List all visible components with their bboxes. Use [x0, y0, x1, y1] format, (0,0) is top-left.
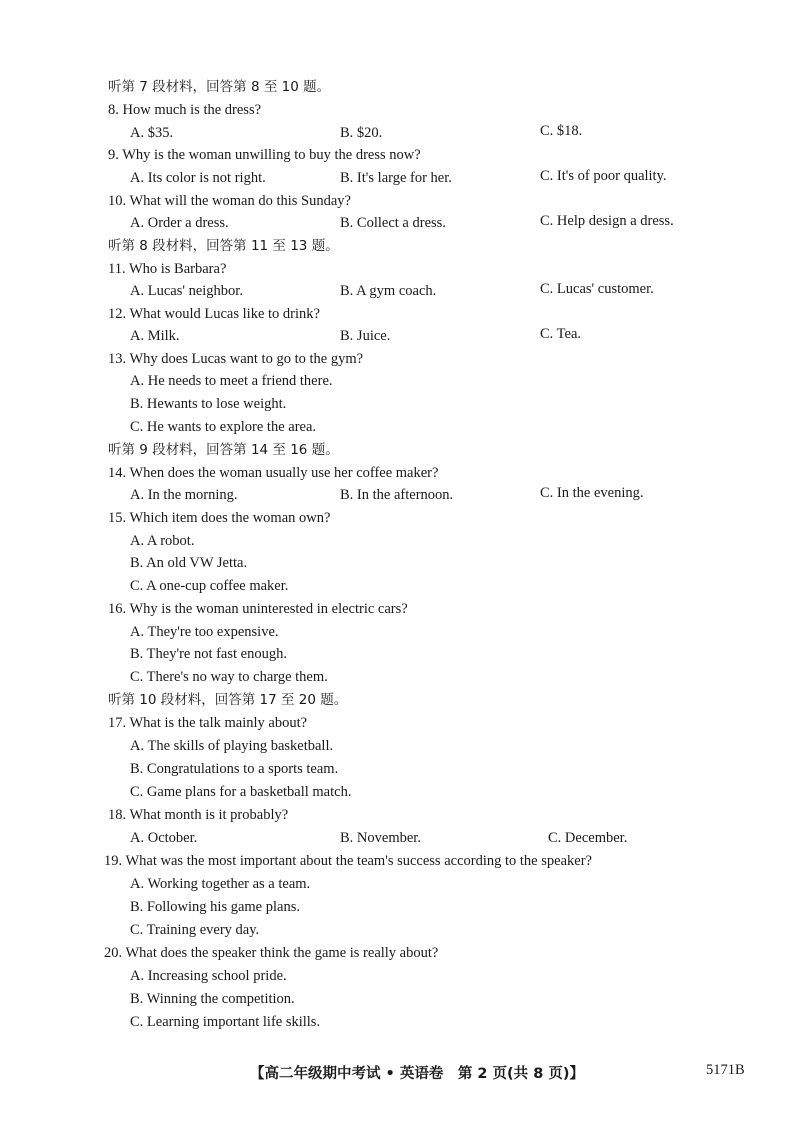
q16-option-b: B. They're not fast enough.	[130, 646, 287, 662]
question-10: 10. What will the woman do this Sunday?	[108, 193, 351, 209]
q16-option-a: A. They're too expensive.	[130, 624, 279, 640]
section-heading: 听第 7 段材料，回答第 8 至 10 题。	[108, 79, 331, 95]
question-11: 11. Who is Barbara?	[108, 261, 227, 277]
q8-option-b: B. $20.	[340, 125, 383, 141]
q11-option-b: B. A gym coach.	[340, 283, 437, 299]
q14-option-b: B. In the afternoon.	[340, 487, 454, 503]
question-19: 19. What was the most important about the team's success according to the speaker?	[104, 853, 592, 869]
section-heading: 听第 8 段材料，回答第 11 至 13 题。	[108, 238, 339, 254]
q18-option-b: B. November.	[340, 830, 421, 846]
q19-option-b: B. Following his game plans.	[130, 899, 300, 915]
q14-option-c: C. In the evening.	[540, 485, 644, 501]
q15-option-a: A. A robot.	[130, 533, 195, 549]
q14-option-a: A. In the morning.	[130, 487, 238, 503]
q20-option-b: B. Winning the competition.	[130, 991, 295, 1007]
q20-option-c: C. Learning important life skills.	[130, 1014, 321, 1030]
question-8: 8. How much is the dress?	[108, 102, 262, 118]
q9-option-b: B. It's large for her.	[340, 170, 452, 186]
page-footer: 【高二年级期中考试 • 英语卷 第 2 页(共 8 页)】	[250, 1066, 584, 1082]
q19-option-a: A. Working together as a team.	[130, 876, 311, 892]
q11-option-c: C. Lucas' customer.	[540, 281, 654, 297]
q19-option-c: C. Training every day.	[130, 922, 260, 938]
q20-option-a: A. Increasing school pride.	[130, 968, 287, 984]
section-heading: 听第 9 段材料，回答第 14 至 16 题。	[108, 442, 339, 458]
section-heading: 听第 10 段材料，回答第 17 至 20 题。	[108, 692, 348, 708]
q8-option-c: C. $18.	[540, 123, 583, 139]
question-12: 12. What would Lucas like to drink?	[108, 306, 320, 322]
q17-option-c: C. Game plans for a basketball match.	[130, 784, 352, 800]
q15-option-b: B. An old VW Jetta.	[130, 555, 248, 571]
q18-option-c: C. December.	[548, 830, 628, 846]
q16-option-c: C. There's no way to charge them.	[130, 669, 328, 685]
question-17: 17. What is the talk mainly about?	[108, 715, 308, 731]
q12-option-a: A. Milk.	[130, 328, 180, 344]
q12-option-b: B. Juice.	[340, 328, 391, 344]
question-9: 9. Why is the woman unwilling to buy the dress now?	[108, 147, 421, 163]
q17-option-b: B. Congratulations to a sports team.	[130, 761, 339, 777]
q10-option-b: B. Collect a dress.	[340, 215, 446, 231]
q18-option-a: A. October.	[130, 830, 198, 846]
q8-option-a: A. $35.	[130, 125, 174, 141]
q10-option-a: A. Order a dress.	[130, 215, 229, 231]
question-15: 15. Which item does the woman own?	[108, 510, 331, 526]
q10-option-c: C. Help design a dress.	[540, 213, 674, 229]
q13-option-a: A. He needs to meet a friend there.	[130, 373, 333, 389]
q12-option-c: C. Tea.	[540, 326, 582, 342]
q9-option-a: A. Its color is not right.	[130, 170, 266, 186]
question-16: 16. Why is the woman uninterested in electric cars?	[108, 601, 408, 617]
q13-option-c: C. He wants to explore the area.	[130, 419, 317, 435]
q13-option-b: B. Hewants to lose weight.	[130, 396, 287, 412]
q17-option-a: A. The skills of playing basketball.	[130, 738, 334, 754]
q9-option-c: C. It's of poor quality.	[540, 168, 667, 184]
question-13: 13. Why does Lucas want to go to the gym?	[108, 351, 364, 367]
question-18: 18. What month is it probably?	[108, 807, 289, 823]
q11-option-a: A. Lucas' neighbor.	[130, 283, 243, 299]
q15-option-c: C. A one-cup coffee maker.	[130, 578, 289, 594]
exam-code: 5171B	[706, 1062, 745, 1078]
question-14: 14. When does the woman usually use her coffee maker?	[108, 465, 439, 481]
question-20: 20. What does the speaker think the game is really about?	[104, 945, 439, 961]
